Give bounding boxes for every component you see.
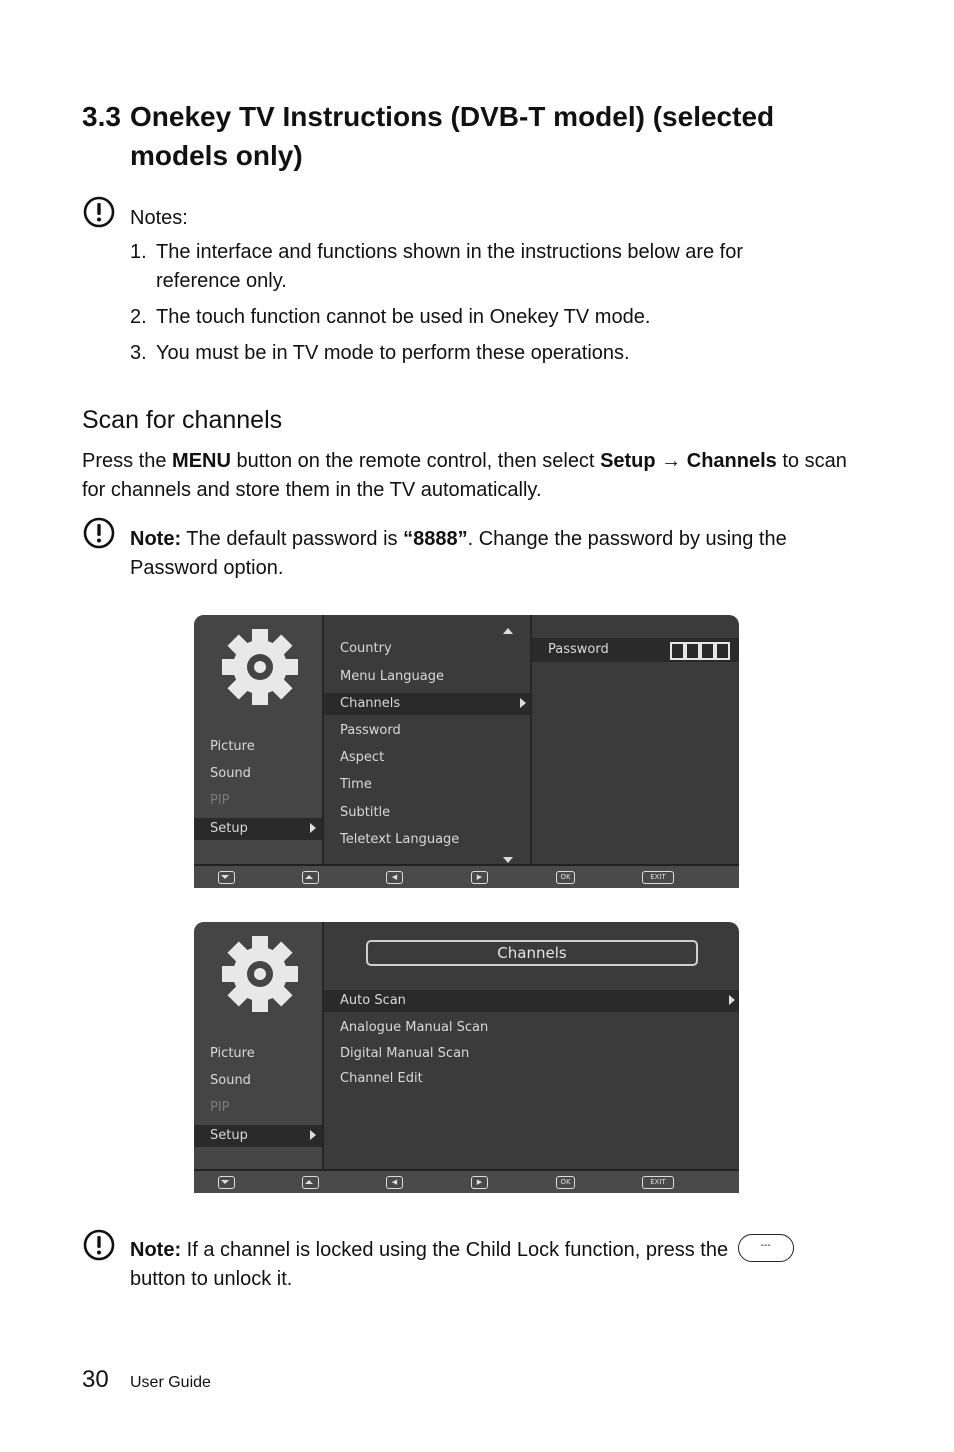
gear-icon (218, 625, 302, 709)
side-item-pip[interactable]: PIP (210, 793, 230, 808)
tv-channels-screen (194, 922, 739, 1193)
section-title: Onekey TV Instructions (DVB-T model) (selected models only) (130, 101, 775, 171)
side-item-sound[interactable]: Sound (210, 1073, 251, 1088)
notice-icon (83, 196, 115, 228)
side-item-pip[interactable]: PIP (210, 1100, 230, 1115)
notice-icon (83, 517, 115, 549)
menu-item-digital-manual-scan[interactable]: Digital Manual Scan (340, 1046, 470, 1061)
menu-item-channels-selected[interactable]: Channels (324, 693, 530, 715)
section-number: 3.3 (82, 101, 121, 132)
down-button-icon[interactable] (218, 871, 235, 884)
menu-item-time[interactable]: Time (340, 777, 372, 792)
password-label: Password (548, 642, 609, 657)
up-button-icon[interactable] (302, 871, 319, 884)
gear-icon (218, 932, 302, 1016)
notes-label: Notes: (130, 207, 188, 229)
side-item-picture[interactable]: Picture (210, 739, 255, 754)
down-button-icon[interactable] (218, 1176, 235, 1189)
scroll-down-icon[interactable] (503, 857, 513, 863)
notes-list (130, 238, 830, 375)
notice-icon (83, 1229, 115, 1261)
channels-header: Channels (366, 940, 698, 966)
unlock-button-icon: --- (738, 1234, 794, 1262)
side-panel (194, 922, 322, 1171)
footer-label: User Guide (130, 1374, 211, 1391)
exit-button-icon[interactable]: EXIT (642, 871, 674, 884)
right-button-icon[interactable]: ▶ (471, 1176, 488, 1189)
ok-button-icon[interactable]: OK (556, 1176, 575, 1189)
password-digit[interactable] (670, 642, 685, 660)
menu-item-country[interactable]: Country (340, 641, 392, 656)
password-entry-row[interactable] (532, 638, 739, 662)
left-button-icon[interactable]: ◀ (386, 871, 403, 884)
page-number: 30 (82, 1366, 109, 1393)
menu-item-subtitle[interactable]: Subtitle (340, 805, 391, 820)
scan-paragraph: Press the MENU button on the remote control, then select Setup → Channels to scan for channels and store them in the TV automatically. (82, 450, 847, 501)
side-item-picture[interactable]: Picture (210, 1046, 255, 1061)
password-note: Note: The default password is “8888”. Change the password by using the Password option. (130, 528, 787, 579)
side-item-setup-selected[interactable]: Setup (194, 818, 322, 840)
side-item-sound[interactable]: Sound (210, 766, 251, 781)
exit-button-icon[interactable]: EXIT (642, 1176, 674, 1189)
list-item: 3. You must be in TV mode to perform these operations. (130, 342, 630, 364)
menu-item-auto-scan-selected[interactable]: Auto Scan (324, 990, 739, 1012)
chevron-right-icon (310, 823, 316, 833)
side-panel (194, 615, 322, 866)
ok-button-icon[interactable]: OK (556, 871, 575, 884)
menu-item-analogue-manual-scan[interactable]: Analogue Manual Scan (340, 1020, 489, 1035)
up-button-icon[interactable] (302, 1176, 319, 1189)
section-heading: Scan for channels (82, 406, 283, 434)
menu-item-aspect[interactable]: Aspect (340, 750, 385, 765)
menu-item-teletext-language[interactable]: Teletext Language (340, 832, 460, 847)
chevron-right-icon (520, 698, 526, 708)
chevron-right-icon (310, 1130, 316, 1140)
password-digit[interactable] (700, 642, 715, 660)
page-title (82, 97, 842, 175)
menu-item-menu-language[interactable]: Menu Language (340, 669, 444, 684)
menu-item-password[interactable]: Password (340, 723, 401, 738)
left-button-icon[interactable]: ◀ (386, 1176, 403, 1189)
chevron-right-icon (729, 995, 735, 1005)
list-item: 2. The touch function cannot be used in Onekey TV mode. (130, 306, 651, 328)
child-lock-note: Note: If a channel is locked using the Child Lock function, press the --- button to unlock it. (130, 1236, 860, 1294)
side-item-setup-selected[interactable]: Setup (194, 1125, 322, 1147)
list-item: 1. The interface and functions shown in the instructions below are for reference only. (130, 241, 743, 292)
right-button-icon[interactable]: ▶ (471, 871, 488, 884)
menu-item-channel-edit[interactable]: Channel Edit (340, 1071, 423, 1086)
tv-setup-screen (194, 615, 739, 888)
scroll-up-icon[interactable] (503, 628, 513, 634)
button-bar (194, 864, 739, 888)
button-bar (194, 1169, 739, 1193)
password-digit[interactable] (685, 642, 700, 660)
password-digit[interactable] (715, 642, 730, 660)
